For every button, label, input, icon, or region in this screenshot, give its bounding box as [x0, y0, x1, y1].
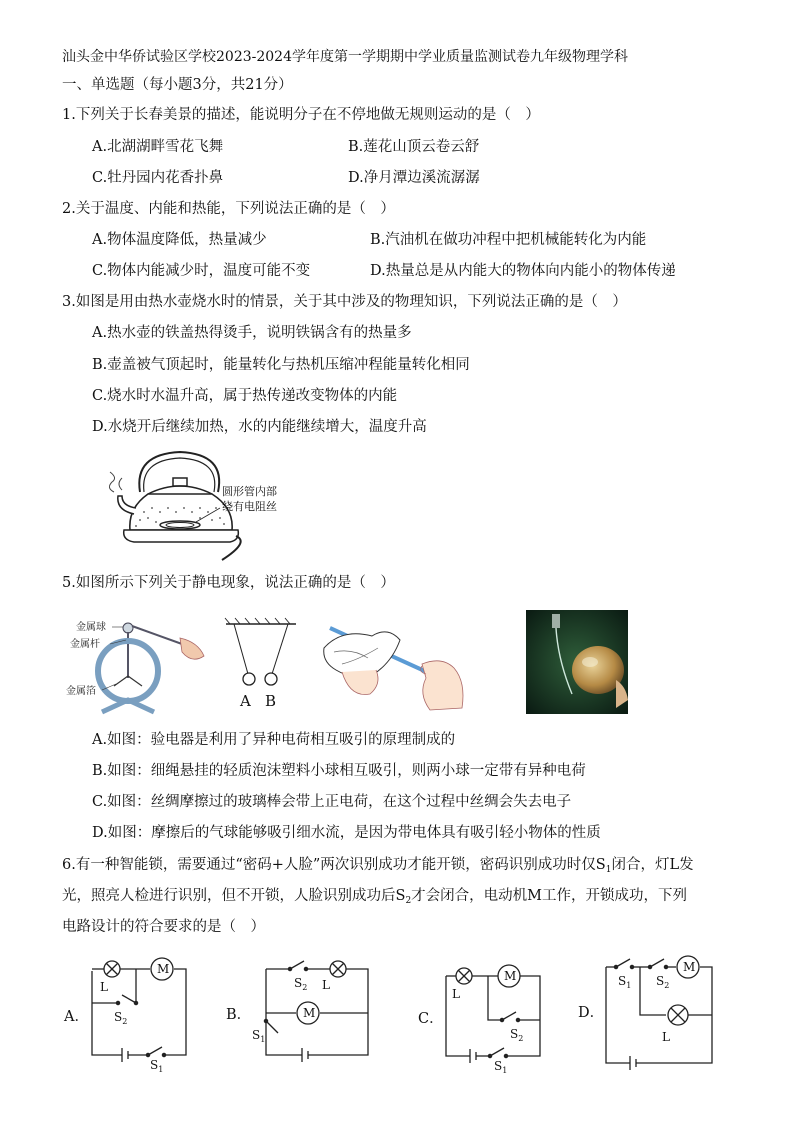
circuit-c-s2-label: $S_2$: [510, 1027, 524, 1043]
circuit-a-lamp-label: L: [100, 980, 108, 994]
kettle-label-1: 圆形管内部: [222, 485, 277, 498]
circuit-a: [88, 955, 198, 1074]
circuit-b-lamp-label: L: [322, 978, 330, 992]
glass-rod-silk-figure: [322, 618, 474, 716]
circuit-d: [600, 955, 720, 1073]
circuit-b-s2-label: $S_2$: [294, 976, 308, 992]
question-5-stem: 5.如图所示下列关于静电现象，说法正确的是（ ）: [62, 575, 395, 591]
electroscope-figure: [62, 616, 212, 718]
circuit-d-label: D．: [578, 1005, 605, 1021]
question-3-option-b: B.壶盖被气顶起时，能量转化与热机压缩冲程能量转化相同: [92, 357, 470, 373]
question-5-option-b: B.如图：细绳悬挂的轻质泡沫塑料小球相互吸引，则两小球一定带有异种电荷: [92, 763, 586, 779]
circuit-b-label: B．: [226, 1007, 252, 1023]
circuit-c-lamp-label: L: [452, 987, 460, 1001]
circuit-c-label: C．: [418, 1011, 444, 1027]
circuit-c-motor-label: M: [504, 969, 517, 983]
kettle-label-2: 绕有电阻丝: [222, 500, 277, 513]
question-3-stem: 3.如图是用由热水壶烧水时的情景，关于其中涉及的物理知识，下列说法正确的是（ ）: [62, 294, 627, 310]
circuit-d-s1-label: $S_1$: [618, 974, 632, 990]
kettle-figure: [100, 448, 360, 568]
circuit-b: [252, 955, 376, 1070]
ball-a-label: A: [240, 692, 251, 710]
question-1-option-a: A.北湖湖畔雪花飞舞: [92, 139, 224, 155]
circuit-c: [440, 962, 550, 1075]
circuit-d-lamp-label: L: [662, 1030, 670, 1044]
question-1-option-c: C.牡丹园内花香扑鼻: [92, 170, 224, 186]
circuit-a-label: A．: [64, 1009, 89, 1025]
question-2-stem: 2.关于温度、内能和热能，下列说法正确的是（ ）: [62, 201, 395, 217]
question-2-option-b: B.汽油机在做功冲程中把机械能转化为内能: [370, 232, 647, 248]
label-metal-rod: 金属杆: [70, 639, 100, 650]
question-6-stem-line-3: 电路设计的符合要求的是（ ）: [62, 919, 265, 935]
question-1-option-d: D.净月潭边溪流潺潺: [348, 170, 480, 186]
question-2-option-d: D.热量总是从内能大的物体向内能小的物体传递: [370, 263, 676, 279]
circuit-a-s2-label: $S_2$: [114, 1010, 128, 1026]
label-metal-foil: 金属箔: [66, 686, 96, 697]
question-5-option-c: C.如图：丝绸摩擦过的玻璃棒会带上正电荷，在这个过程中丝绸会失去电子: [92, 794, 572, 810]
hanging-balls-figure: [222, 618, 300, 710]
question-1-stem: 1.下列关于长春美景的描述，能说明分子在不停地做无规则运动的是（ ）: [62, 107, 540, 123]
question-3-option-a: A.热水壶的铁盖热得烫手，说明铁锅含有的热量多: [92, 325, 412, 341]
question-3-option-d: D.水烧开后继续加热，水的内能继续增大，温度升高: [92, 419, 427, 435]
balloon-water-photo: [526, 610, 628, 714]
question-2-option-a: A.物体温度降低，热量减少: [92, 232, 267, 248]
label-metal-ball: 金属球: [76, 622, 106, 633]
question-2-option-c: C.物体内能减少时，温度可能不变: [92, 263, 311, 279]
page-title: 汕头金中华侨试验区学校2023-2024学年度第一学期期中学业质量监测试卷九年级物理学科: [62, 49, 628, 65]
question-6-stem-line-2: 光，照亮人检进行识别，但不开锁，人脸识别成功后$S_2$才会闭合，电动机M工作，开锁成功，下列: [62, 888, 688, 906]
question-5-option-a: A.如图：验电器是利用了异种电荷相互吸引的原理制成的: [92, 732, 456, 748]
question-1-option-b: B.莲花山顶云卷云舒: [348, 139, 480, 155]
circuit-d-motor-label: M: [683, 960, 696, 974]
circuit-a-motor-label: M: [157, 962, 170, 976]
circuit-c-s1-label: $S_1$: [494, 1059, 508, 1075]
ball-b-label: B: [265, 692, 277, 710]
question-6-stem-line-1: 6.有一种智能锁，需要通过“密码+人脸”两次识别成功才能开锁，密码识别成功时仅$S_1$闭合，灯L发: [62, 857, 694, 875]
question-5-option-d: D.如图：摩擦后的气球能够吸引细水流，是因为带电体具有吸引轻小物体的性质: [92, 825, 601, 841]
question-3-option-c: C.烧水时水温升高，属于热传递改变物体的内能: [92, 388, 398, 404]
circuit-b-motor-label: M: [303, 1006, 316, 1020]
section-heading: 一、单选题（每小题3分，共21分）: [62, 77, 293, 93]
circuit-b-s1-label: $S_1$: [252, 1028, 266, 1044]
circuit-a-s1-label: $S_1$: [150, 1058, 164, 1074]
circuit-d-s2-label: $S_2$: [656, 974, 670, 990]
